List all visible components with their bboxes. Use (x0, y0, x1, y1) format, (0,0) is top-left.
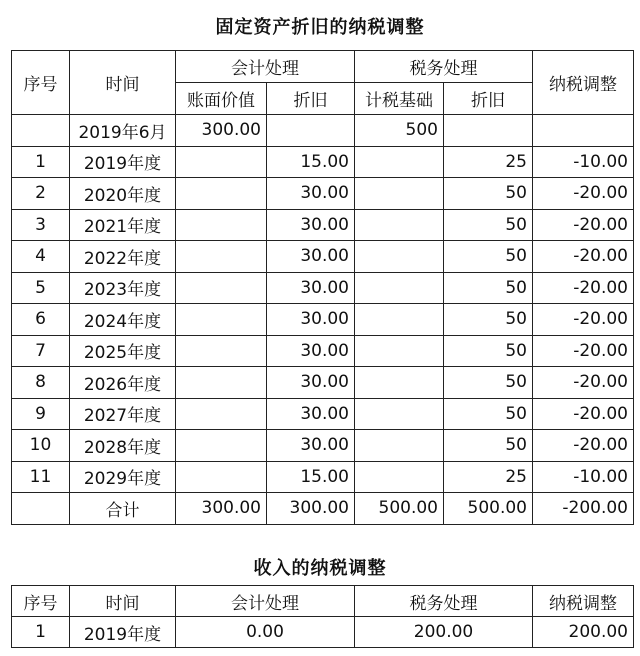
cell-seq: 6 (12, 304, 70, 336)
cell-seq: 7 (12, 335, 70, 367)
cell-accounting-depreciation: 15.00 (267, 146, 355, 178)
header-tax: 税务处理 (355, 586, 533, 617)
income-table-title: 收入的纳税调整 (253, 558, 387, 579)
cell-time: 合计 (70, 493, 176, 525)
cell-time: 2028年度 (70, 430, 176, 462)
header-tax: 税务处理 (355, 51, 533, 83)
cell-seq (12, 115, 70, 147)
cell-adjust: -20.00 (533, 430, 634, 462)
cell-tax-depreciation: 50 (444, 430, 533, 462)
cell-accounting-depreciation: 30.00 (267, 178, 355, 210)
cell-accounting-depreciation: 30.00 (267, 335, 355, 367)
cell-adjust: -10.00 (533, 461, 634, 493)
header-accounting: 会计处理 (176, 586, 355, 617)
cell-tax-depreciation: 50 (444, 335, 533, 367)
cell-tax-depreciation: 25 (444, 461, 533, 493)
cell-adjust: -20.00 (533, 241, 634, 273)
income-tax-adjustment-table (11, 585, 634, 648)
cell-time: 2019年度 (70, 617, 176, 648)
cell-accounting-depreciation: 300.00 (267, 493, 355, 525)
table-row (12, 367, 634, 399)
cell-adjust: 200.00 (533, 617, 634, 648)
cell-adjust: -20.00 (533, 398, 634, 430)
cell-time: 2023年度 (70, 272, 176, 304)
header-seq: 序号 (12, 586, 70, 617)
cell-accounting-depreciation: 30.00 (267, 272, 355, 304)
cell-time: 2019年度 (70, 146, 176, 178)
cell-seq: 1 (12, 146, 70, 178)
cell-book-value (176, 304, 267, 336)
cell-tax-depreciation: 50 (444, 272, 533, 304)
cell-accounting-depreciation (267, 115, 355, 147)
header-book-value: 账面价值 (176, 83, 267, 115)
table-row (12, 304, 634, 336)
header-tax-base: 计税基础 (355, 83, 444, 115)
cell-seq: 5 (12, 272, 70, 304)
cell-adjust: -20.00 (533, 272, 634, 304)
cell-accounting: 0.00 (176, 617, 355, 648)
header-accounting-depreciation: 折旧 (267, 83, 355, 115)
cell-book-value (176, 461, 267, 493)
table-row (12, 398, 634, 430)
cell-tax-base (355, 304, 444, 336)
cell-tax-base: 500 (355, 115, 444, 147)
table-row (12, 272, 634, 304)
cell-time: 2020年度 (70, 178, 176, 210)
cell-book-value (176, 241, 267, 273)
table-row (12, 493, 634, 525)
cell-tax-depreciation: 50 (444, 241, 533, 273)
cell-seq: 1 (12, 617, 70, 648)
depreciation-table-title: 固定资产折旧的纳税调整 (215, 17, 425, 38)
cell-accounting-depreciation: 30.00 (267, 398, 355, 430)
cell-tax-base (355, 241, 444, 273)
header-time: 时间 (70, 586, 176, 617)
cell-tax-base (355, 461, 444, 493)
table-row (12, 617, 634, 648)
header-adjust: 纳税调整 (533, 586, 634, 617)
table-row (12, 146, 634, 178)
cell-book-value (176, 335, 267, 367)
cell-adjust: -10.00 (533, 146, 634, 178)
cell-tax-base (355, 272, 444, 304)
cell-accounting-depreciation: 30.00 (267, 241, 355, 273)
table-row (12, 430, 634, 462)
cell-tax-depreciation: 50 (444, 398, 533, 430)
header-time: 时间 (70, 51, 176, 115)
cell-seq: 9 (12, 398, 70, 430)
cell-adjust: -20.00 (533, 367, 634, 399)
cell-tax-base (355, 209, 444, 241)
cell-book-value: 300.00 (176, 115, 267, 147)
cell-adjust: -200.00 (533, 493, 634, 525)
table-row (12, 115, 634, 147)
cell-tax-base (355, 178, 444, 210)
cell-book-value: 300.00 (176, 493, 267, 525)
table-row (12, 241, 634, 273)
cell-seq: 3 (12, 209, 70, 241)
cell-tax-base: 500.00 (355, 493, 444, 525)
table-row (12, 209, 634, 241)
cell-tax-depreciation: 50 (444, 304, 533, 336)
cell-book-value (176, 178, 267, 210)
cell-tax-base (355, 367, 444, 399)
cell-accounting-depreciation: 30.00 (267, 367, 355, 399)
cell-adjust: -20.00 (533, 335, 634, 367)
table-row (12, 335, 634, 367)
cell-adjust: -20.00 (533, 209, 634, 241)
cell-tax-depreciation: 50 (444, 367, 533, 399)
cell-time: 2026年度 (70, 367, 176, 399)
cell-time: 2019年6月 (70, 115, 176, 147)
cell-time: 2027年度 (70, 398, 176, 430)
cell-seq: 2 (12, 178, 70, 210)
depreciation-tax-adjustment-table (11, 50, 634, 525)
cell-time: 2021年度 (70, 209, 176, 241)
cell-seq (12, 493, 70, 525)
cell-tax-depreciation: 500.00 (444, 493, 533, 525)
cell-seq: 10 (12, 430, 70, 462)
cell-book-value (176, 209, 267, 241)
cell-adjust: -20.00 (533, 304, 634, 336)
header-accounting: 会计处理 (176, 51, 355, 83)
cell-book-value (176, 146, 267, 178)
cell-time: 2029年度 (70, 461, 176, 493)
cell-accounting-depreciation: 30.00 (267, 430, 355, 462)
cell-time: 2024年度 (70, 304, 176, 336)
cell-tax-depreciation: 50 (444, 209, 533, 241)
table-row (12, 178, 634, 210)
cell-time: 2022年度 (70, 241, 176, 273)
cell-book-value (176, 398, 267, 430)
cell-tax-base (355, 430, 444, 462)
header-row-1 (12, 51, 634, 83)
header-row (12, 586, 634, 617)
cell-book-value (176, 430, 267, 462)
header-tax-depreciation: 折旧 (444, 83, 533, 115)
cell-tax-depreciation: 25 (444, 146, 533, 178)
cell-accounting-depreciation: 30.00 (267, 209, 355, 241)
cell-time: 2025年度 (70, 335, 176, 367)
cell-seq: 4 (12, 241, 70, 273)
table-row (12, 461, 634, 493)
cell-tax: 200.00 (355, 617, 533, 648)
cell-accounting-depreciation: 15.00 (267, 461, 355, 493)
header-seq: 序号 (12, 51, 70, 115)
cell-tax-base (355, 146, 444, 178)
header-adjust: 纳税调整 (533, 51, 634, 115)
cell-tax-base (355, 398, 444, 430)
cell-seq: 11 (12, 461, 70, 493)
cell-tax-depreciation (444, 115, 533, 147)
cell-adjust: -20.00 (533, 178, 634, 210)
cell-tax-depreciation: 50 (444, 178, 533, 210)
cell-accounting-depreciation: 30.00 (267, 304, 355, 336)
cell-seq: 8 (12, 367, 70, 399)
cell-adjust (533, 115, 634, 147)
cell-tax-base (355, 335, 444, 367)
cell-book-value (176, 367, 267, 399)
cell-book-value (176, 272, 267, 304)
